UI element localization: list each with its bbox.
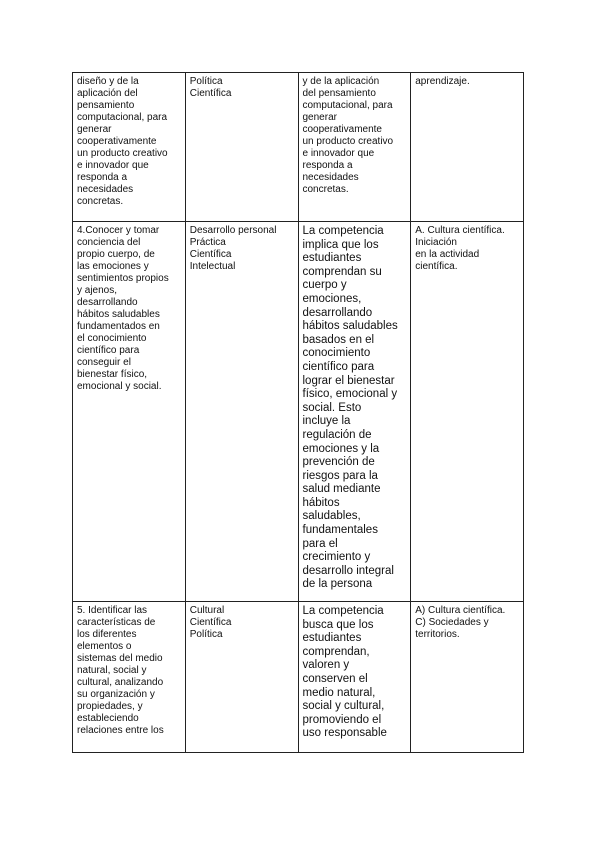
cell-text: y de la aplicación del pensamiento computacional, para generar cooperativamente un producto creativo e innovador que responda a necesidades concretas. — [302, 76, 394, 195]
competencies-table — [72, 72, 524, 753]
table-row — [73, 73, 524, 222]
cell-competency — [73, 73, 186, 222]
cell-text: Cultural Científica Política — [189, 605, 232, 640]
cell-text: diseño y de la aplicación del pensamiento computacional, para generar cooperativamente un producto creativo e innovador que responda a necesidades concretas. — [77, 76, 168, 207]
cell-text: La competencia busca que los estudiantes comprendan, valoren y conserven el medio natural, social y cultural, promoviendo el uso responsable — [302, 605, 387, 740]
cell-content — [411, 222, 524, 602]
cell-text: 5. Identificar las características de los diferentes elementos o sistemas del medio natural, social y cultural, analizando su organización y propiedades, y estableciendo relaciones entre los — [77, 605, 164, 736]
cell-dimension — [185, 222, 298, 602]
cell-text: 4.Conocer y tomar conciencia del propio cuerpo, de las emociones y sentimientos propios y ajenos, desarrollando hábitos saludables fundamentados en el conocimiento científico para conseguir el bienestar físico, emocional y social. — [77, 225, 169, 392]
cell-text: La competencia implica que los estudiantes comprendan su cuerpo y emociones, desarrollando hábitos saludables basados en el conocimiento científico para lograr el bienestar físico, emocional y social. Esto incluye la regulación de emociones y la prevención de riesgos para la salud mediante hábitos saludables, fundamentales para el crecimiento y desarrollo integral de la persona — [302, 225, 398, 591]
table-row — [73, 222, 524, 602]
cell-text: Desarrollo personal Práctica Científica Intelectual — [189, 225, 277, 272]
cell-description — [298, 602, 411, 753]
cell-content — [411, 602, 524, 753]
cell-text: A) Cultura científica. C) Sociedades y territorios. — [415, 605, 506, 640]
cell-text: A. Cultura científica. Iniciación en la actividad científica. — [415, 225, 505, 272]
cell-competency — [73, 602, 186, 753]
cell-content — [411, 73, 524, 222]
cell-competency — [73, 222, 186, 602]
cell-description — [298, 222, 411, 602]
cell-text: aprendizaje. — [415, 76, 470, 87]
table-row — [73, 602, 524, 753]
cell-description — [298, 73, 411, 222]
cell-dimension — [185, 602, 298, 753]
cell-dimension — [185, 73, 298, 222]
cell-text: Política Científica — [189, 76, 232, 99]
